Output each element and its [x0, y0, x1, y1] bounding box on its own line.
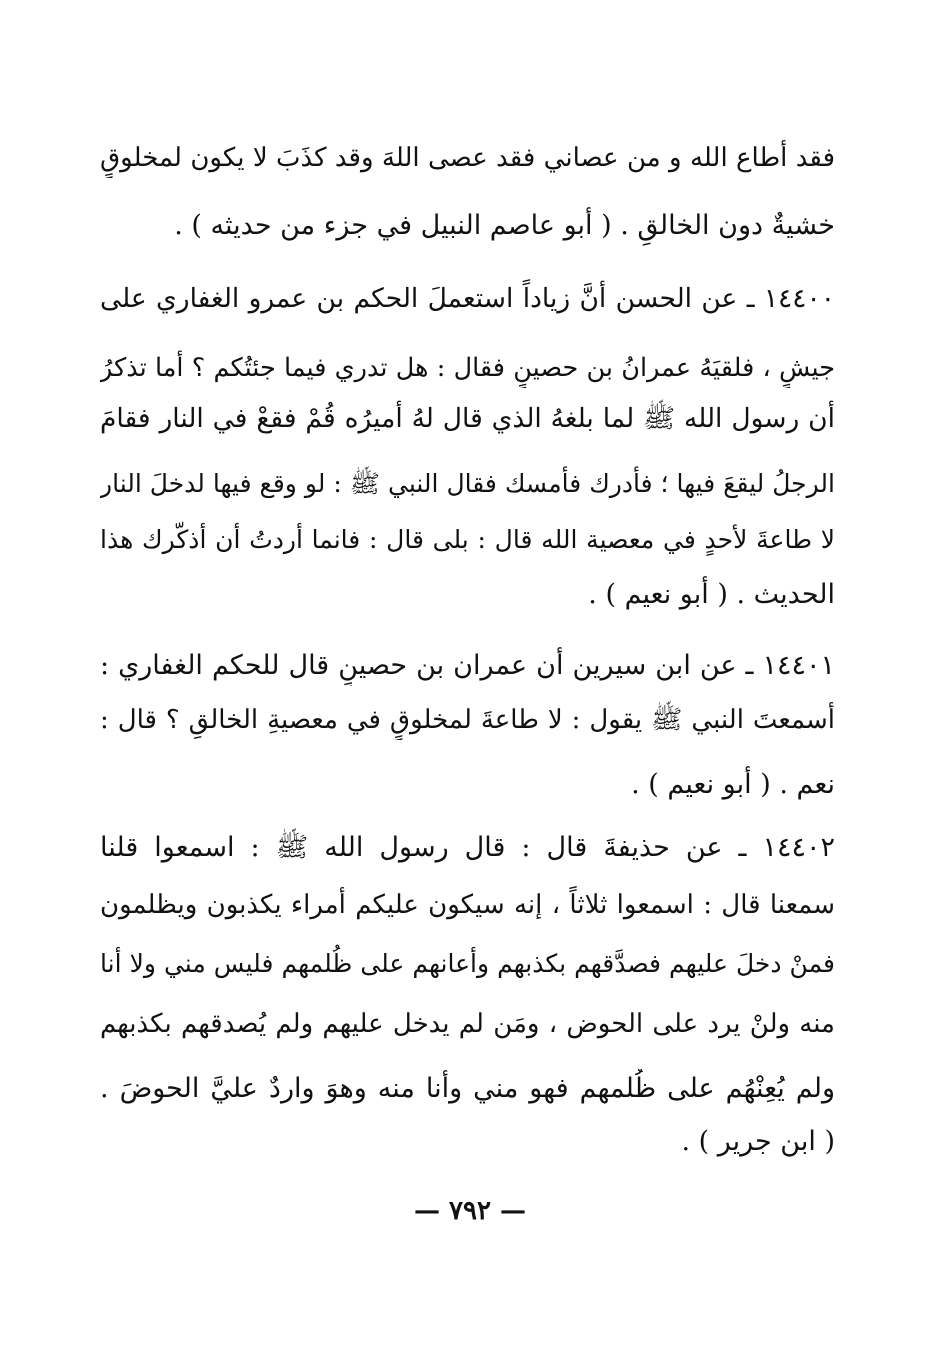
- text-line: الحديث . ( أبو نعيم ) .: [588, 579, 835, 610]
- text-line: نعم . ( أبو نعيم ) .: [631, 769, 835, 800]
- text-line: سمعنا قال : اسمعوا ثلاثاً ، إنه سيكون عليكم أمراء يكذبون ويظلمون: [100, 890, 835, 920]
- text-line: أن رسول الله ﷺ لما بلغهُ الذي قال لهُ أميرُه قُمْ فقعْ في النار فقامَ: [100, 403, 835, 434]
- text-line: لا طاعةَ لأحدٍ في معصية الله قال : بلى قال : فانما أردتُ أن أذكّرك هذا: [100, 525, 835, 554]
- text-line: أسمعتَ النبي ﷺ يقول : لا طاعةَ لمخلوقٍ في معصيةِ الخالقِ ؟ قال :: [100, 705, 835, 735]
- text-line: الرجلُ ليقعَ فيها ؛ فأدرك فأمسك فقال النبي ﷺ : لو وقع فيها لدخلَ النار: [100, 469, 835, 498]
- text-line: جيشٍ ، فلقيَهُ عمرانُ بن حصينٍ فقال : هل تدري فيما جئتُكم ؟ أما تذكرُ: [100, 353, 835, 383]
- text-line: خشيةٌ دون الخالقِ . ( أبو عاصم النبيل في جزء من حديثه ) .: [174, 210, 835, 241]
- text-line: ( ابن جرير ) .: [681, 1126, 835, 1157]
- text-line: فمنْ دخلَ عليهم فصدَّقهم بكذبهم وأعانهم على ظُلمهم فليس مني ولا أنا: [100, 949, 835, 978]
- text-line: ولم يُعِنْهُم على ظُلمهم فهو مني وأنا منه وهوَ واردٌ عليَّ الحوضَ .: [100, 1073, 835, 1104]
- text-line: منه ولنْ يرد على الحوض ، ومَن لم يدخل عليهم ولم يُصدقهم بكذبهم: [100, 1009, 835, 1039]
- page-number: — ٧٩٢ —: [413, 1196, 527, 1226]
- hadith-14400-line: ١٤٤٠٠ ـ عن الحسن أنَّ زياداً استعملَ الحكم بن عمرو الغفاري على: [100, 283, 835, 314]
- text-line: فقد أطاع الله و من عصاني فقد عصى اللهَ وقد كذَبَ لا يكون لمخلوقٍ: [100, 143, 835, 173]
- hadith-14401-line: ١٤٤٠١ ـ عن ابن سيرين أن عمران بن حصينٍ قال للحكم الغفاري :: [100, 650, 835, 681]
- hadith-14402-line: ١٤٤٠٢ ـ عن حذيفةَ قال : قال رسول الله ﷺ : اسمعوا قلنا: [100, 832, 835, 863]
